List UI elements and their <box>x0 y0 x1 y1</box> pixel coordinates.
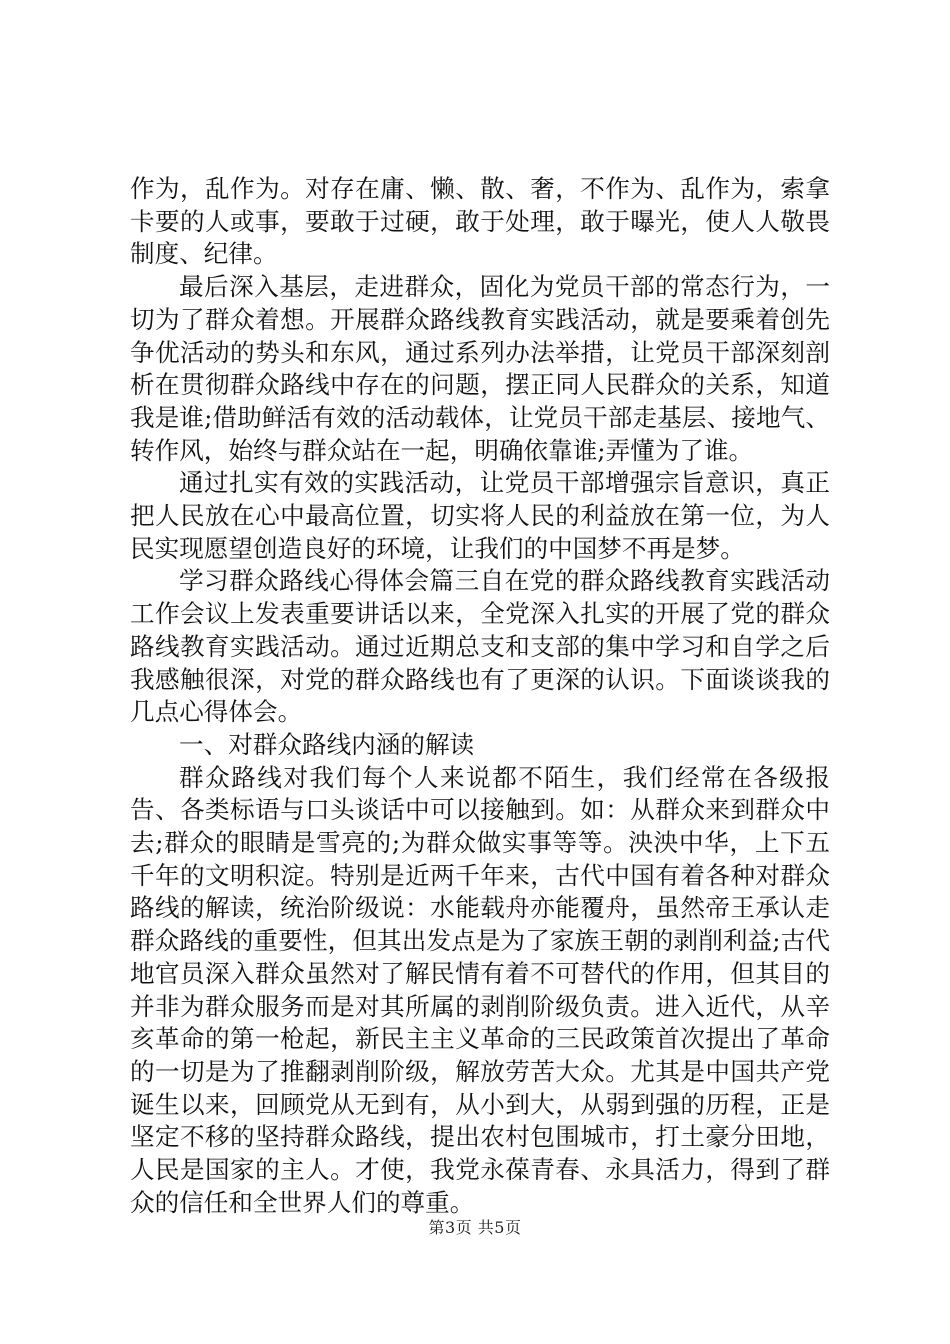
paragraph-3: 通过扎实有效的实践活动，让党员干部增强宗旨意识，真正把人民放在心中最高位置，切实将人民的利益放在第一位，为人民实现愿望创造良好的环境，让我们的中国梦不再是梦。 <box>130 468 830 563</box>
paragraph-2: 最后深入基层，走进群众，固化为党员干部的常态行为，一切为了群众着想。开展群众路线教育实践活动，就是要乘着创先争优活动的势头和东风，通过系列办法举措，让党员干部深刻剖析在贯彻群众路线中存在的问题，摆正同人民群众的关系，知道我是谁;借助鲜活有效的活动载体，让党员干部走基层、接地气、转作风，始终与群众站在一起，明确依靠谁;弄懂为了谁。 <box>130 272 830 465</box>
document-body <box>130 173 830 1220</box>
page-footer: 第3页 共5页 <box>428 1218 522 1237</box>
paragraph-5: 群众路线对我们每个人来说都不陌生，我们经常在各级报告、各类标语与口头谈话中可以接触到。如：从群众来到群众中去;群众的眼睛是雪亮的;为群众做实事等等。泱泱中华，上下五千年的文明积淀。特别是近两千年来，古代中国有着各种对群众路线的解读，统治阶级说：水能载舟亦能覆舟，虽然帝王承认走群众路线的重要性，但其出发点是为了家族王朝的剥削利益;古代地官员深入群众虽然对了解民情有着不可替代的作用，但其目的并非为群众服务而是对其所属的剥削阶级负责。进入近代，从辛亥革命的第一枪起，新民主主义革命的三民政策首次提出了革命的一切是为了推翻剥削阶级，解放劳苦大众。尤其是中国共产党诞生以来，回顾党从无到有，从小到大，从弱到强的历程，正是坚定不移的坚持群众路线，提出农村包围城市，打土豪分田地，人民是国家的主人。才使，我党永葆青春、永具活力，得到了群众的信任和全世界人们的尊重。 <box>130 762 830 1217</box>
paragraph-4: 学习群众路线心得体会篇三自在党的群众路线教育实践活动工作会议上发表重要讲话以来，全党深入扎实的开展了党的群众路线教育实践活动。通过近期总支和支部的集中学习和自学之后我感触很深，对党的群众路线也有了更深的认识。下面谈谈我的几点心得体会。 <box>130 566 830 727</box>
section-heading: 一、对群众路线内涵的解读 <box>179 729 475 759</box>
paragraph-1: 作为，乱作为。对存在庸、懒、散、奢，不作为、乱作为，索拿卡要的人或事，要敢于过硬，敢于处理，敢于曝光，使人人敬畏制度、纪律。 <box>130 174 830 269</box>
